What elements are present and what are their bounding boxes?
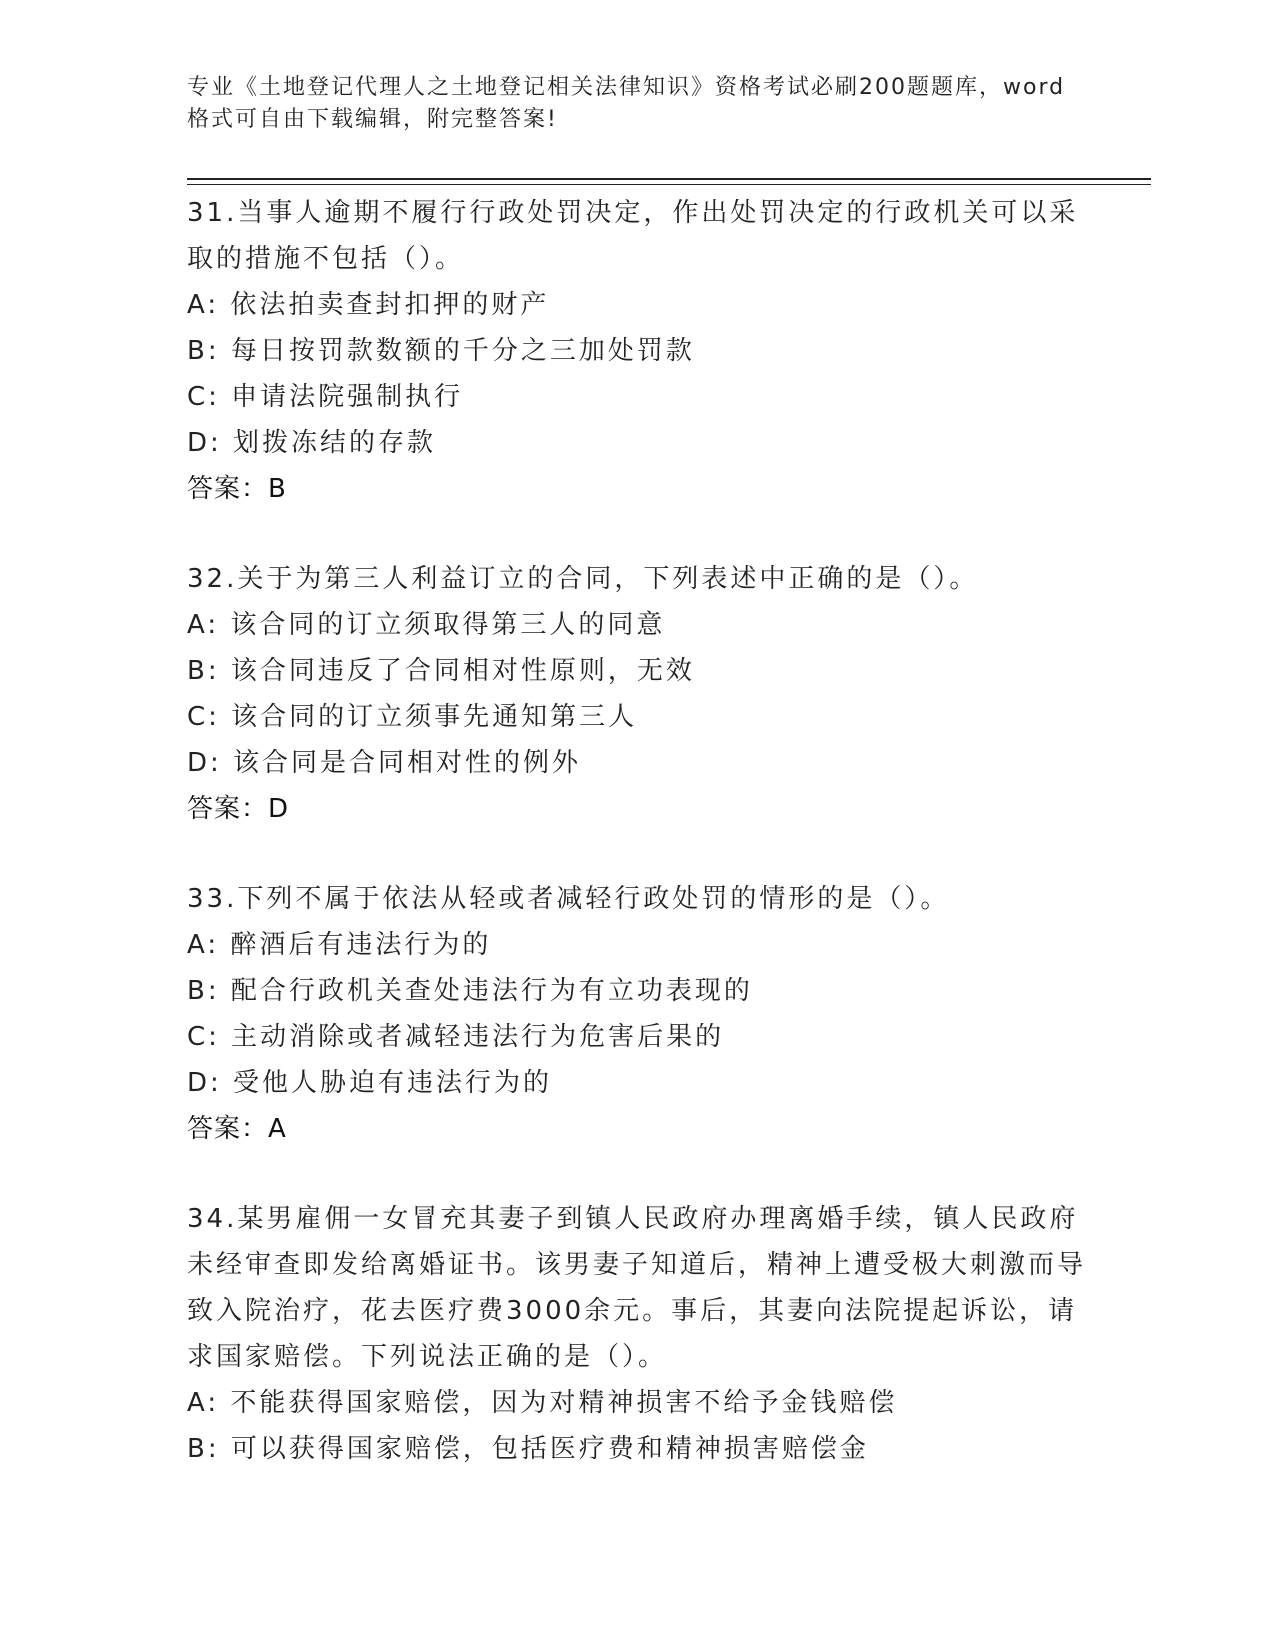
option-c: C: 申请法院强制执行 [187,382,464,412]
option-c: C: 该合同的订立须事先通知第三人 [187,702,638,732]
document-header: 专业《土地登记代理人之土地登记相关法律知识》资格考试必刷200题题库，word格式可自由下载编辑，附完整答案! [187,75,1066,132]
question-spacer [187,1152,1087,1196]
option-c: C: 主动消除或者减轻违法行为危害后果的 [187,1022,725,1052]
question-stem: 34.某男雇佣一女冒充其妻子到镇人民政府办理离婚手续，镇人民政府未经审查即发给离婚证书。该男妻子知道后，精神上遭受极大刺激而导致入院治疗，花去医疗费3000余元。事后，其妻向法院提起诉讼，请求国家赔偿。下列说法正确的是（）。 [187,1204,1087,1372]
answer-line: 答案：B [187,474,287,504]
question-33 [187,876,1087,1152]
question-spacer [187,512,1087,556]
question-spacer [187,832,1087,876]
question-stem: 33.下列不属于依法从轻或者减轻行政处罚的情形的是（）。 [187,884,950,914]
option-d: D: 该合同是合同相对性的例外 [187,748,582,778]
option-d: D: 划拨冻结的存款 [187,428,437,458]
question-stem: 32.关于为第三人利益订立的合同，下列表述中正确的是（）。 [187,564,979,594]
question-list [187,190,1087,1472]
answer-line: 答案：D [187,794,290,824]
option-b: B: 每日按罚款数额的千分之三加处罚款 [187,336,695,366]
option-b: B: 可以获得国家赔偿，包括医疗费和精神损害赔偿金 [187,1434,869,1464]
question-31 [187,190,1087,512]
option-b: B: 配合行政机关查处违法行为有立功表现的 [187,976,753,1006]
question-stem: 31.当事人逾期不履行行政处罚决定，作出处罚决定的行政机关可以采取的措施不包括（）。 [187,198,1079,274]
option-a: A: 依法拍卖查封扣押的财产 [187,290,550,320]
answer-line: 答案：A [187,1114,287,1144]
option-b: B: 该合同违反了合同相对性原则，无效 [187,656,695,686]
option-a: A: 不能获得国家赔偿，因为对精神损害不给予金钱赔偿 [187,1388,898,1418]
header-divider-thin [187,184,1151,185]
question-34 [187,1196,1087,1472]
option-a: A: 该合同的订立须取得第三人的同意 [187,610,666,640]
option-d: D: 受他人胁迫有违法行为的 [187,1068,553,1098]
question-32 [187,556,1087,832]
header-divider-thick [187,178,1151,180]
option-a: A: 醉酒后有违法行为的 [187,930,492,960]
